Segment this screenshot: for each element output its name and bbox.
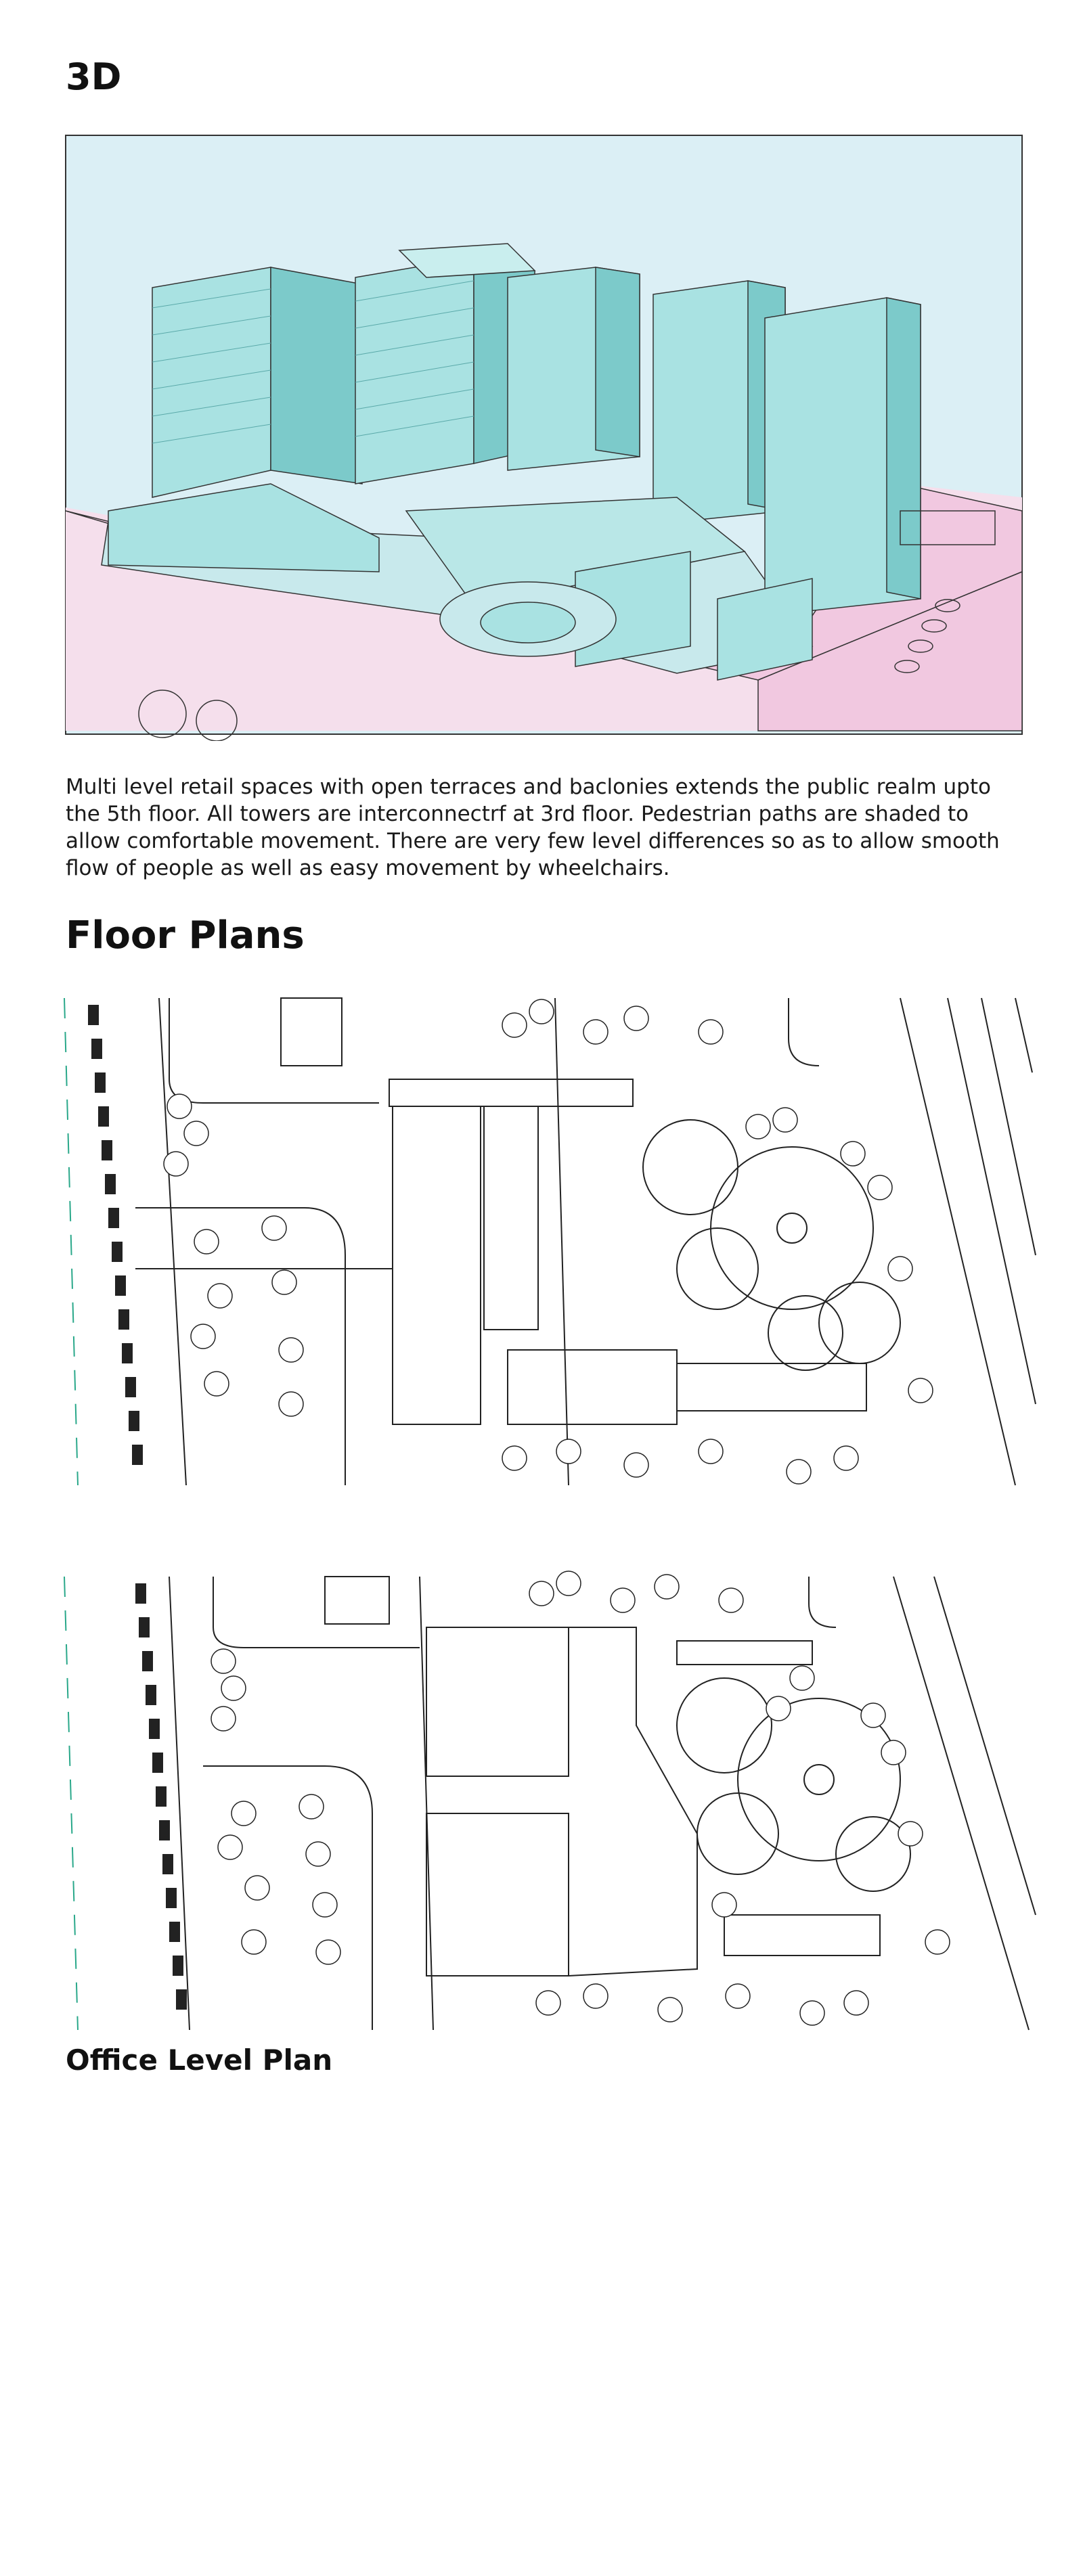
office-level-plan-drawing [0, 1563, 1083, 2037]
3d-massing-render [0, 132, 1083, 741]
section-heading-3d: 3D [66, 55, 122, 98]
section-heading-floor-plans: Floor Plans [66, 913, 305, 957]
description-paragraph: Multi level retail spaces with open terraces and baclonies extends the public realm upto the 5th floor. All towers are interconnectrf at 3rd floor. Pedestrian paths are shaded to allow comfortable movement. There are very few level differences so as to allow smooth flow of people as well as easy movement by wheelchairs. [66, 775, 1000, 880]
office-level-plan-caption: Office Level Plan [66, 2043, 333, 2077]
ground-floor-plan-drawing [0, 985, 1083, 1499]
